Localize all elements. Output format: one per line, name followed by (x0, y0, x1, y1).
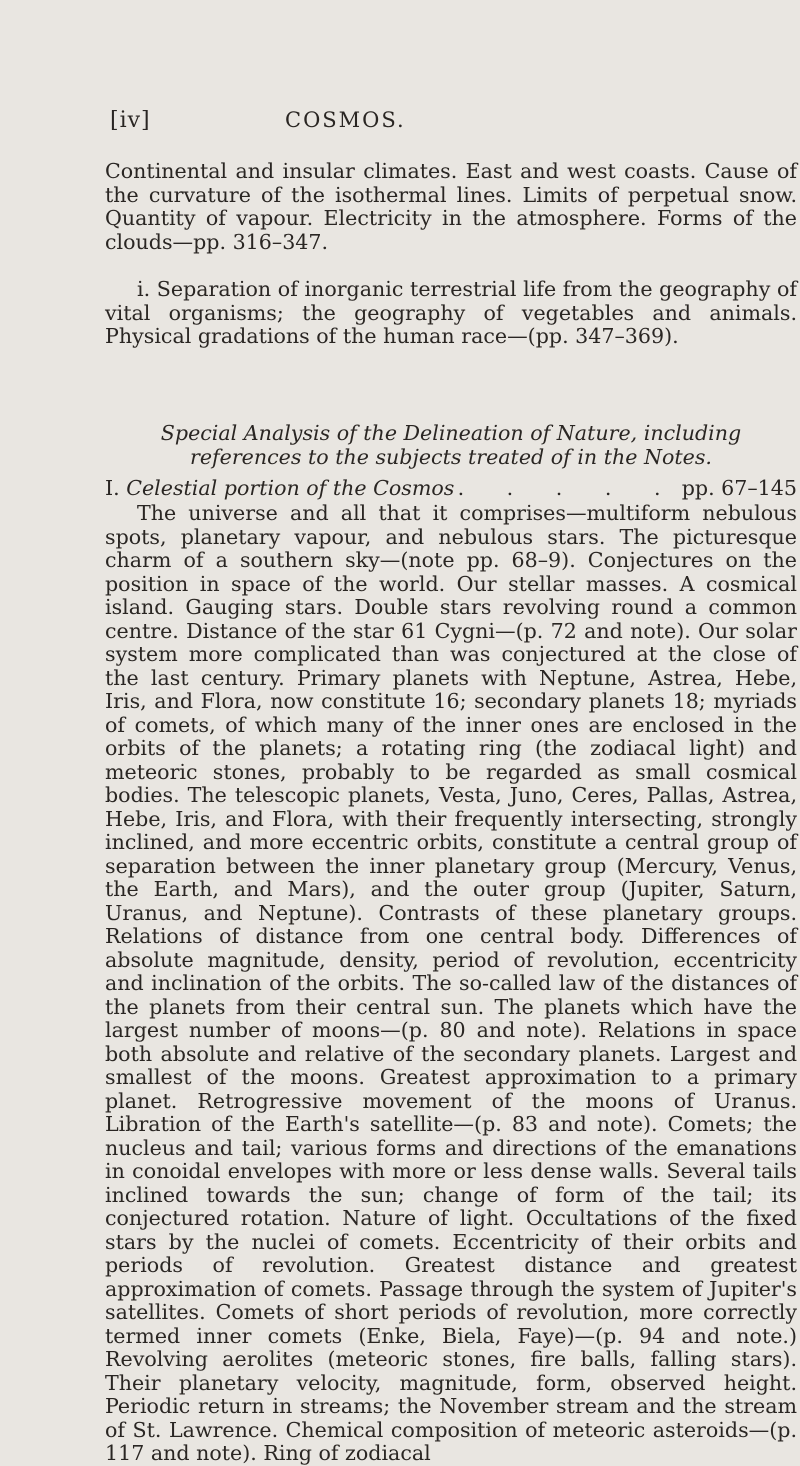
running-title: COSMOS. (285, 108, 406, 132)
universe-paragraph: The universe and all that it comprises—multiform nebulous spots, planetary vapour, and nebulous stars. The picturesque charm of a southern sky—(note pp. 68–9). Conjectures on the position in space of the world. Our stellar masses. A cosmical island. Gauging stars. Double stars revolving round a common centre. Distance of the star 61 Cygni—(p. 72 and note). Our solar system more complicated than was conjectured at the close of the last century. Primary planets with Neptune, Astrea, Hebe, Iris, and Flora, now constitute 16; secondary planets 18; myriads of comets, of which many of the inner ones are enclosed in the orbits of the planets; a rotating ring (the zodiacal light) and meteoric stones, probably to be regarded as small cosmical bodies. The telescopic planets, Vesta, Juno, Ceres, Pallas, Astrea, Hebe, Iris, and Flora, with their frequently intersecting, strongly inclined, and more eccentric orbits, constitute a central group of separation between the inner planetary group (Mercury, Venus, the Earth, and Mars), and the outer group (Jupiter, Saturn, Uranus, and Neptune). Contrasts of these planetary groups. Relations of distance from one central body. Differences of absolute magnitude, density, period of revolution, eccentricity and inclination of the orbits. The so-called law of the distances of the planets from their central sun. The planets which have the largest number of moons—(p. 80 and note). Relations in space both absolute and relative of the secondary planets. Largest and smallest of the moons. Greatest approximation to a primary planet. Retrogressive movement of the moons of Uranus. Libration of the Earth's satellite—(p. 83 and note). Comets; the nucleus and tail; various forms and directions of the emanations in conoidal envelopes with more or less dense walls. Several tails inclined towards the sun; change of form of the tail; its conjectured rotation. Nature of light. Occultations of the fixed stars by the nuclei of comets. Eccentricity of their orbits and periods of revolution. Greatest distance and greatest approximation of comets. Passage through the system of Jupiter's satellites. Comets of short periods of revolution, more correctly termed inner comets (Enke, Biela, Faye)—(p. 94 and note.) Revolving aerolites (meteoric stones, fire balls, falling stars). Their planetary velocity, magnitude, form, observed height. Periodic return in streams; the November stream and the stream of St. Lawrence. Chemical composition of meteoric asteroids—(p. 117 and note). Ring of zodiacal (105, 501, 797, 1465)
section-pages: pp. 67–145 (681, 476, 797, 500)
page-header (0, 108, 800, 138)
section-title: Celestial portion of the Cosmos (126, 476, 455, 500)
analysis-heading: Special Analysis of the Delineation of Nature, including references to the subjects treated of in the Notes. (160, 421, 742, 469)
dot-leaders: . . . . . (457, 476, 679, 500)
section-heading (105, 477, 797, 501)
climates-paragraph: Continental and insular climates. East and west coasts. Cause of the curvature of the isothermal lines. Limits of perpetual snow. Quantity of vapour. Electricity in the atmosphere. Forms of the clouds—pp. 316–347. (105, 159, 797, 254)
section-number: I. (105, 476, 120, 500)
page-number: [iv] (110, 108, 151, 133)
section-title-group (105, 477, 454, 501)
separation-paragraph: i. Separation of inorganic terrestrial life from the geography of vital organisms; the geography of vegetables and animals. Physical gradations of the human race—(pp. 347–369). (105, 277, 797, 348)
